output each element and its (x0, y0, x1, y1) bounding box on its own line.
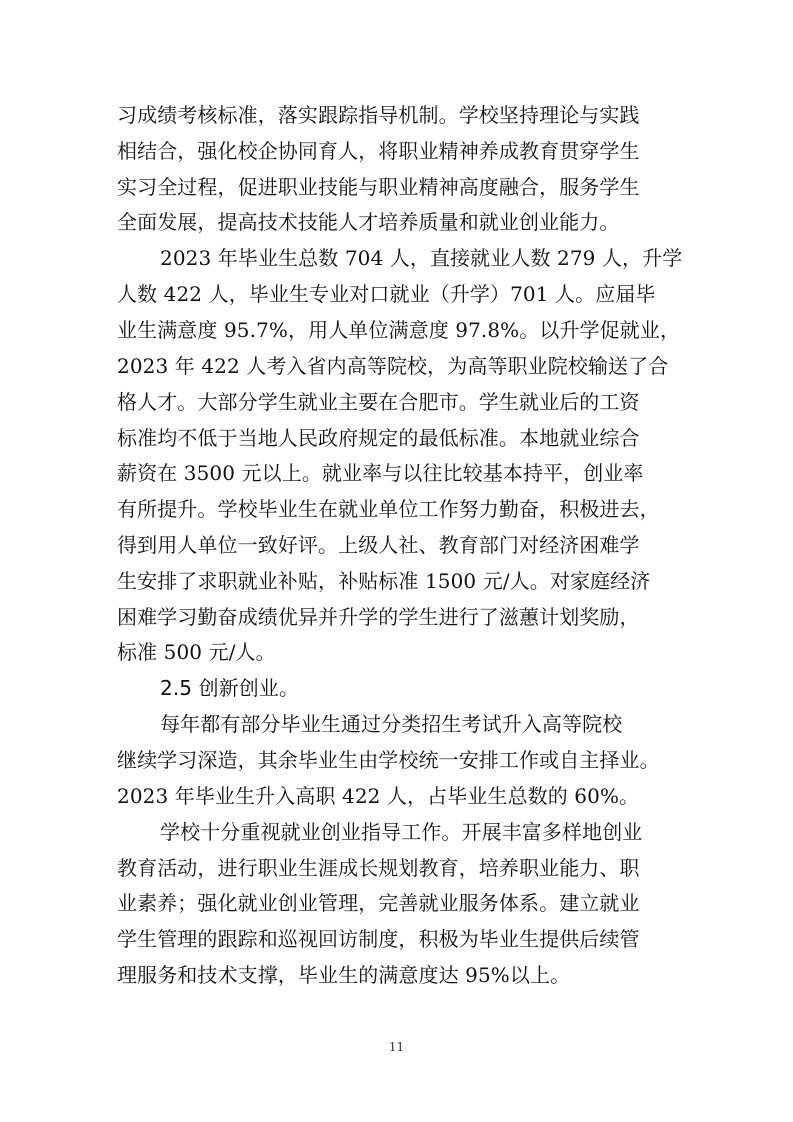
section-heading: 2.5 创新创业。 (160, 676, 300, 700)
paragraph-line: 标准均不低于当地人民政府规定的最低标准。本地就业综合 (117, 426, 640, 450)
paragraph-line: 习成绩考核标准，落实跟踪指导机制。学校坚持理论与实践 (117, 103, 640, 127)
paragraph-line: 人数 422 人，毕业生专业对口就业（升学）701 人。应届毕 (117, 282, 656, 306)
paragraph-line: 2023 年 422 人考入省内高等院校，为高等职业院校输送了合 (117, 354, 669, 378)
paragraph-line: 实习全过程，促进职业技能与职业精神高度融合，服务学生 (117, 175, 640, 199)
paragraph-line: 继续学习深造，其余毕业生由学校统一安排工作或自主择业。 (117, 748, 660, 772)
paragraph-line: 业生满意度 95.7%，用人单位满意度 97.8%。以升学促就业， (117, 318, 681, 342)
paragraph-line: 每年都有部分毕业生通过分类招生考试升入高等院校 (160, 712, 623, 736)
paragraph-line: 全面发展，提高技术技能人才培养质量和就业创业能力。 (117, 210, 620, 234)
paragraph-line: 困难学习勤奋成绩优异并升学的学生进行了滋蕙计划奖励， (117, 605, 640, 629)
paragraph-line: 生安排了求职就业补贴，补贴标准 1500 元/人。对家庭经济 (117, 569, 651, 593)
paragraph-line: 格人才。大部分学生就业主要在合肥市。学生就业后的工资 (117, 390, 640, 414)
paragraph-line: 2023 年毕业生升入高职 422 人，占毕业生总数的 60%。 (117, 784, 640, 808)
paragraph-line: 2023 年毕业生总数 704 人，直接就业人数 279 人，升学 (160, 246, 683, 270)
paragraph-line: 学生管理的跟踪和巡视回访制度，积极为毕业生提供后续管 (117, 927, 640, 951)
page-number: 11 (388, 1040, 405, 1054)
paragraph-line: 业素养；强化就业创业管理，完善就业服务体系。建立就业 (117, 891, 640, 915)
paragraph-line: 有所提升。学校毕业生在就业单位工作努力勤奋，积极进去， (117, 497, 660, 521)
paragraph-line: 得到用人单位一致好评。上级人社、教育部门对经济困难学 (117, 533, 640, 557)
paragraph-line: 相结合，强化校企协同育人，将职业精神养成教育贯穿学生 (117, 139, 640, 163)
paragraph-line: 教育活动，进行职业生涯成长规划教育，培养职业能力、职 (117, 856, 640, 880)
paragraph-line: 学校十分重视就业创业指导工作。开展丰富多样地创业 (160, 820, 643, 844)
paragraph-line: 薪资在 3500 元以上。就业率与以往比较基本持平，创业率 (117, 461, 644, 485)
paragraph-line: 标准 500 元/人。 (117, 640, 276, 664)
paragraph-line: 理服务和技术支撑，毕业生的满意度达 95%以上。 (117, 963, 571, 987)
